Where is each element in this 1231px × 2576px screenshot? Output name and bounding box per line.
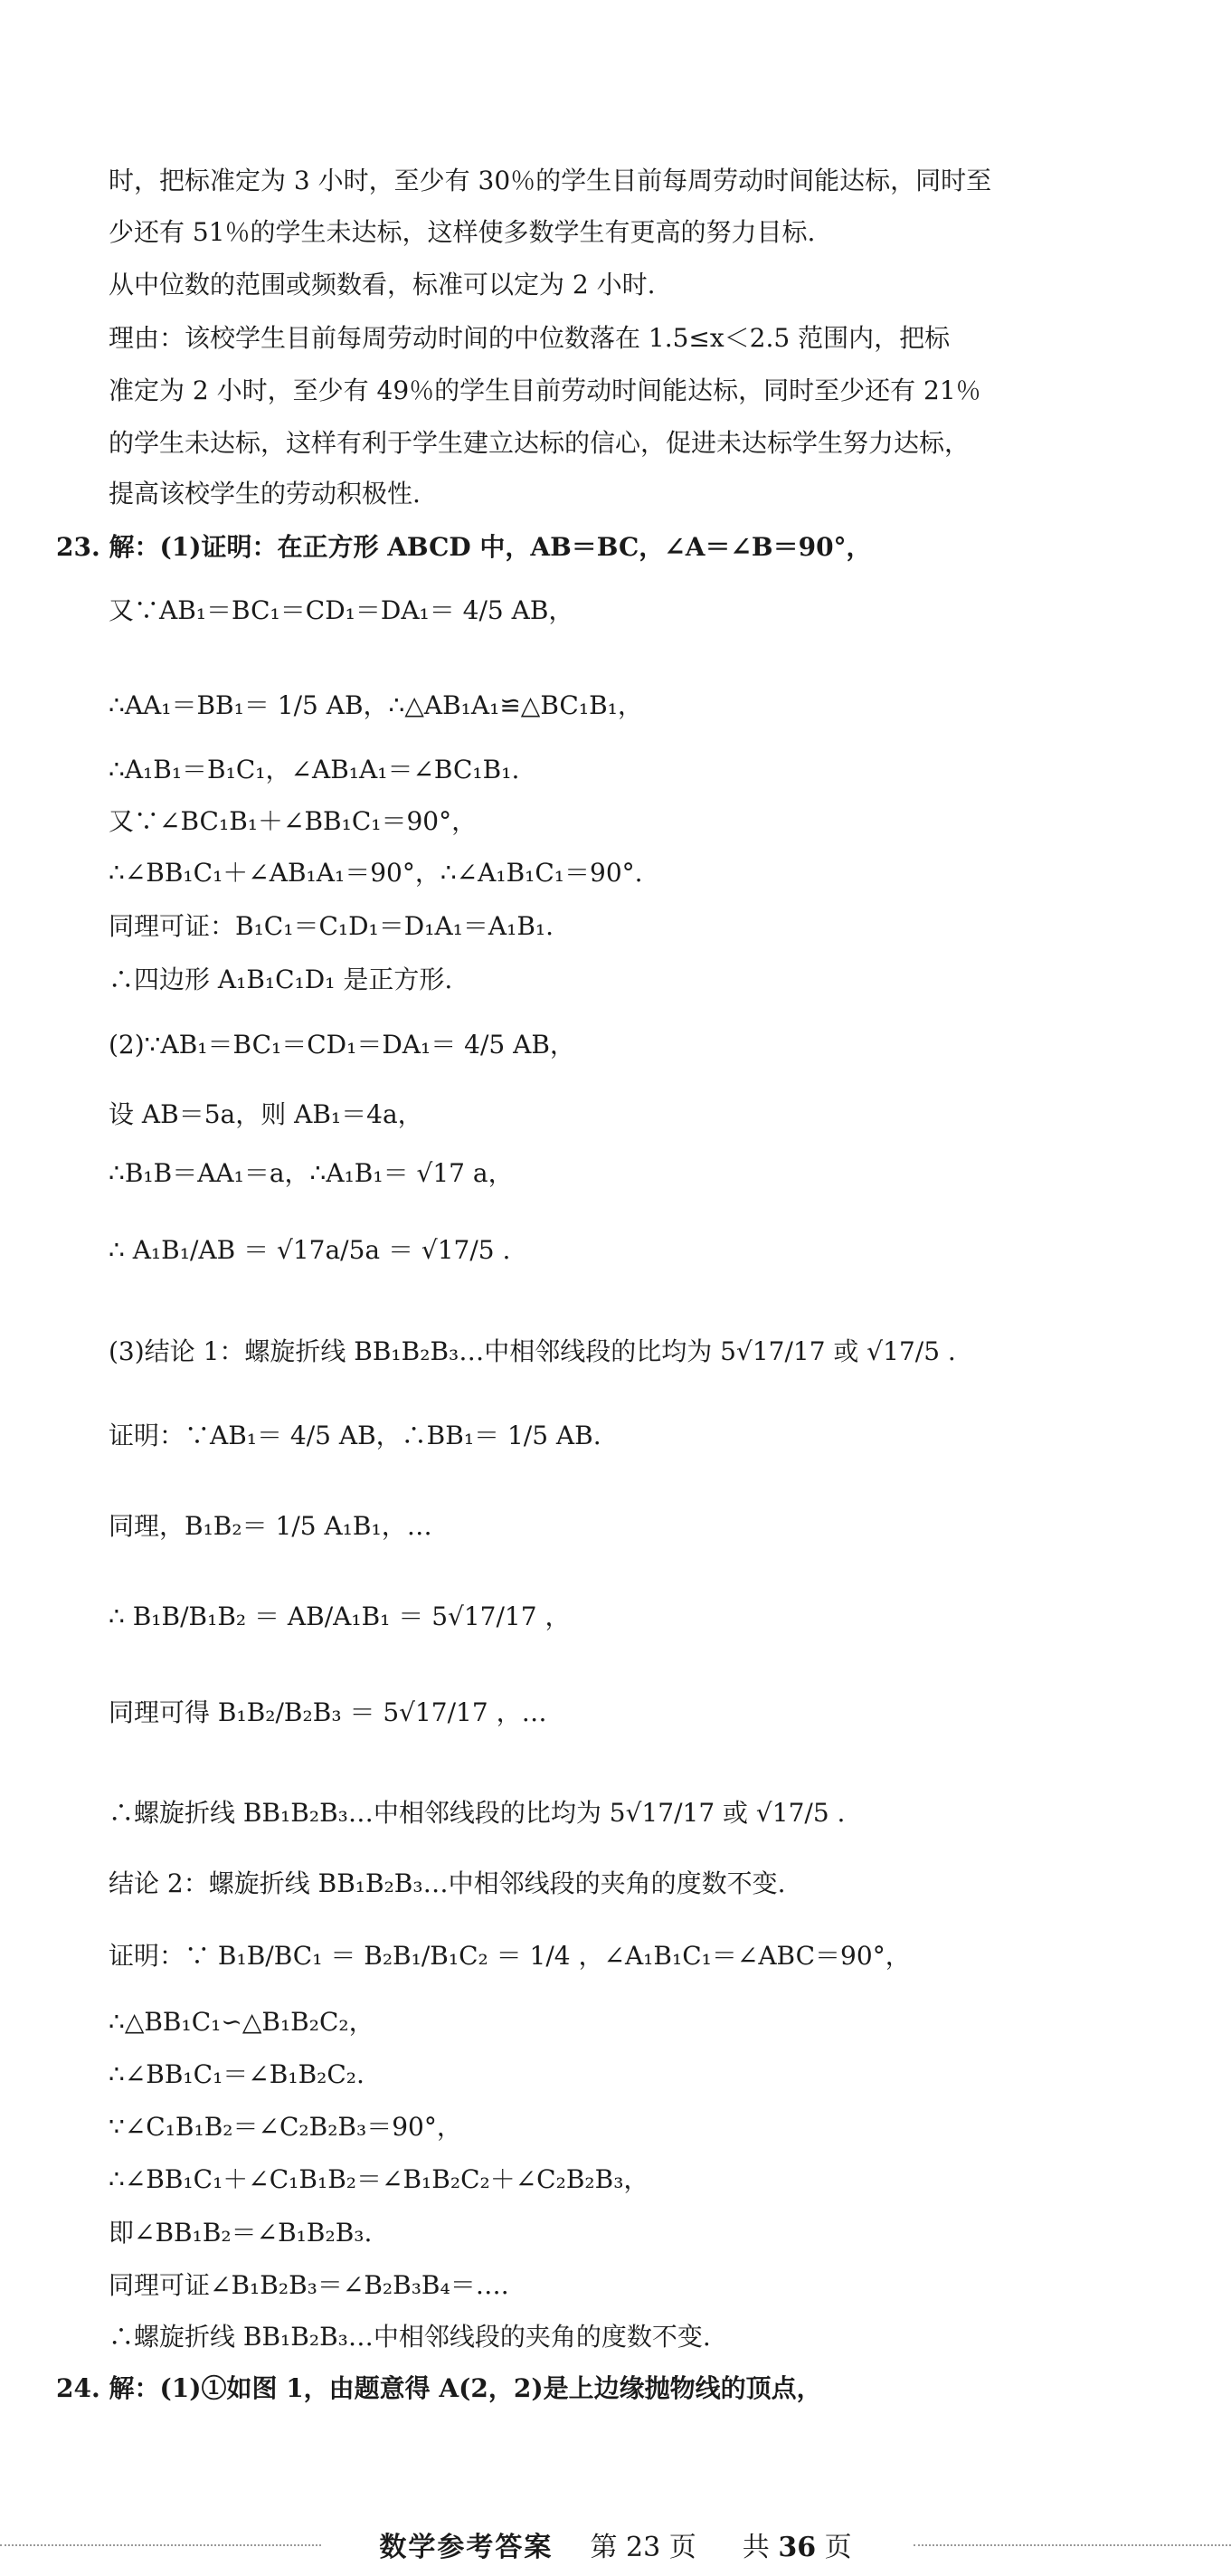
text-line: 提高该校学生的劳动积极性.	[109, 479, 421, 509]
text-line: 准定为 2 小时，至少有 49％的学生目前劳动时间能达标，同时至少还有 21％	[109, 375, 981, 405]
text-line: ∴螺旋折线 BB₁B₂B₃…中相邻线段的夹角的度数不变.	[109, 2322, 711, 2352]
text-line: ∴A₁B₁＝B₁C₁，∠AB₁A₁＝∠BC₁B₁.	[109, 755, 520, 784]
page-footer	[0, 2524, 1231, 2564]
text-line: 时，把标准定为 3 小时，至少有 30％的学生目前每周劳动时间能达标，同时至	[109, 166, 992, 195]
text-line: 证明：∵ B₁B/BC₁ ＝ B₂B₁/B₁C₂ ＝ 1/4 ，∠A₁B₁C₁＝∠ABC＝90°，	[109, 1941, 911, 1971]
text-line: ∴∠BB₁C₁＋∠C₁B₁B₂＝∠B₁B₂C₂＋∠C₂B₂B₃，	[109, 2164, 649, 2194]
footer-page-number: 第 23 页	[590, 2532, 696, 2563]
text-line: 同理，B₁B₂＝ 1/5 A₁B₁，…	[109, 1511, 432, 1541]
question-23-header: 23. 解：(1)证明：在正方形 ABCD 中，AB＝BC，∠A＝∠B＝90°，	[56, 532, 872, 562]
text-line: ∴ B₁B/B₁B₂ ＝ AB/A₁B₁ ＝ 5√17/17 ，	[109, 1602, 571, 1631]
text-line: (2)∵AB₁＝BC₁＝CD₁＝DA₁＝ 4/5 AB，	[109, 1030, 575, 1060]
text-line: (3)结论 1：螺旋折线 BB₁B₂B₃…中相邻线段的比均为 5√17/17 或 √17/5 .	[109, 1336, 956, 1366]
text-line: ∴△BB₁C₁∽△B₁B₂C₂，	[109, 2007, 374, 2037]
text-line: 又∵AB₁＝BC₁＝CD₁＝DA₁＝ 4/5 AB，	[109, 595, 574, 625]
text-line: ∴螺旋折线 BB₁B₂B₃…中相邻线段的比均为 5√17/17 或 √17/5 .	[109, 1798, 846, 1828]
text-line: 同理可证：B₁C₁＝C₁D₁＝D₁A₁＝A₁B₁.	[109, 911, 554, 941]
text-line: 从中位数的范围或频数看，标准可以定为 2 小时.	[109, 270, 656, 299]
text-line: 设 AB＝5a，则 AB₁＝4a，	[109, 1099, 423, 1129]
text-line: 同理可证∠B₁B₂B₃＝∠B₂B₃B₄＝….	[109, 2270, 509, 2300]
text-line: ∴∠BB₁C₁＝∠B₁B₂C₂.	[109, 2059, 365, 2089]
footer-total-prefix: 共	[742, 2532, 770, 2563]
text-line: ∴AA₁＝BB₁＝ 1/5 AB，∴△AB₁A₁≌△BC₁B₁，	[109, 690, 643, 720]
text-line: ∴∠BB₁C₁＋∠AB₁A₁＝90°，∴∠A₁B₁C₁＝90°.	[109, 858, 643, 888]
footer-title: 数学参考答案	[379, 2532, 554, 2563]
text-line: 同理可得 B₁B₂/B₂B₃ ＝ 5√17/17 ，…	[109, 1697, 547, 1727]
question-24-header: 24. 解：(1)①如图 1，由题意得 A(2，2)是上边缘抛物线的顶点，	[56, 2373, 822, 2403]
text-line: 即∠BB₁B₂＝∠B₁B₂B₃.	[109, 2218, 373, 2248]
text-line: ∴四边形 A₁B₁C₁D₁ 是正方形.	[109, 965, 453, 994]
text-line: ∵∠C₁B₁B₂＝∠C₂B₂B₃＝90°，	[109, 2112, 462, 2142]
text-line: 又∵∠BC₁B₁＋∠BB₁C₁＝90°，	[109, 806, 478, 836]
text-line: 少还有 51％的学生未达标，这样使多数学生有更高的努力目标.	[109, 217, 816, 247]
text-line: 结论 2：螺旋折线 BB₁B₂B₃…中相邻线段的夹角的度数不变.	[109, 1868, 786, 1898]
footer-total-suffix: 页	[824, 2532, 852, 2563]
text-line: 理由：该校学生目前每周劳动时间的中位数落在 1.5≤x＜2.5 范围内，把标	[109, 323, 951, 353]
text-line: ∴B₁B＝AA₁＝a，∴A₁B₁＝ √17 a，	[109, 1158, 514, 1188]
text-line: 证明：∵AB₁＝ 4/5 AB，∴BB₁＝ 1/5 AB.	[109, 1421, 601, 1450]
text-line: 的学生未达标，这样有利于学生建立达标的信心，促进未达标学生努力达标，	[109, 428, 971, 458]
footer-total-pages: 36	[778, 2532, 817, 2563]
text-line: ∴ A₁B₁/AB ＝ √17a/5a ＝ √17/5 .	[109, 1235, 511, 1265]
